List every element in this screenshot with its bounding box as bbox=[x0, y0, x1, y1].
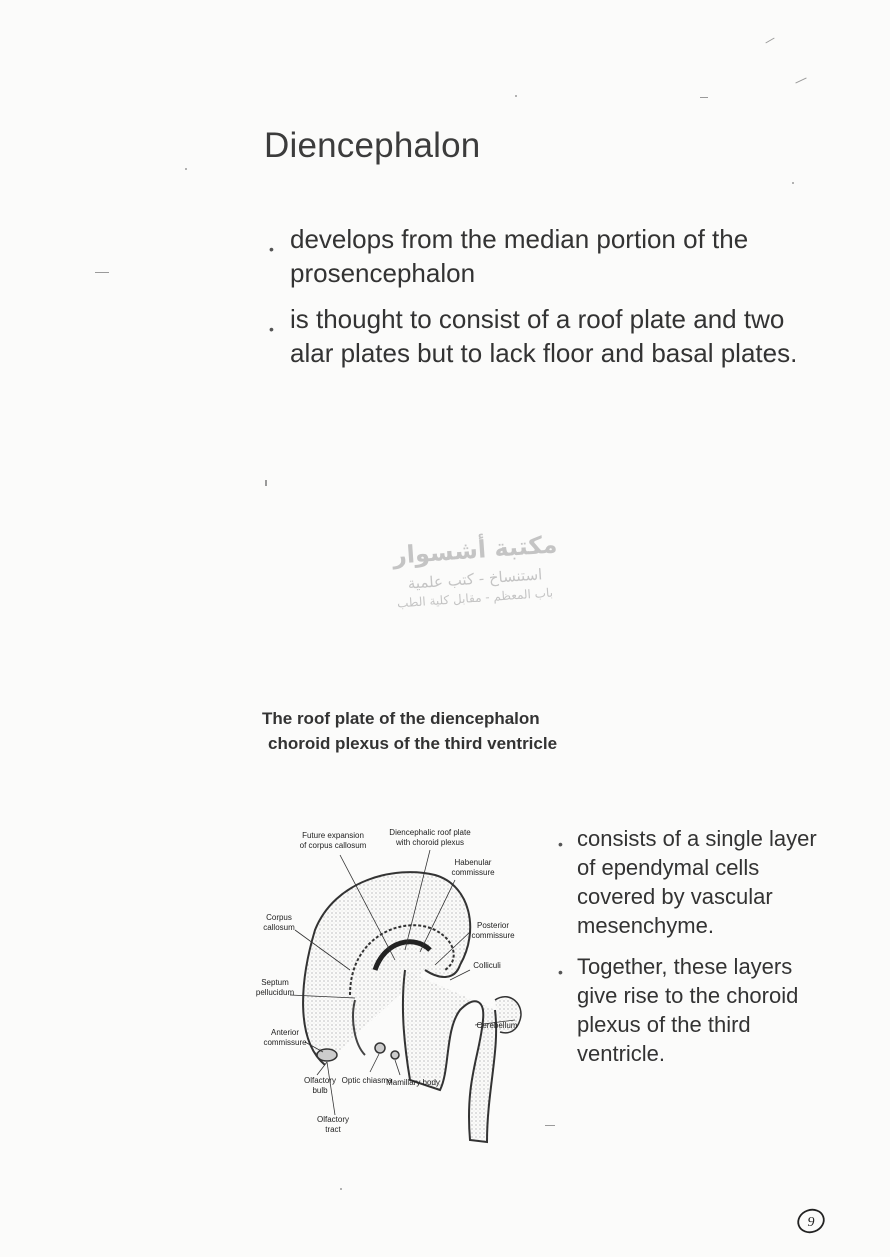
scan-speck bbox=[95, 272, 109, 273]
scan-speck bbox=[265, 480, 267, 486]
stamp-line-3: باب المعظم - مقابل كلية الطب bbox=[396, 585, 554, 611]
label-anterior-commissure: Anterior bbox=[270, 1028, 300, 1037]
label-colliculi: Colliculi bbox=[473, 961, 501, 970]
label-corpus-callosum: Corpus bbox=[266, 913, 292, 922]
stamp-line-1: مكتبة أشسوار bbox=[391, 530, 559, 570]
bullet-text: develops from the median portion of the prosencephalon bbox=[290, 224, 749, 288]
label-olfactory-tract: Olfactory bbox=[316, 1115, 350, 1124]
label-cerebellum: Cerebellum bbox=[476, 1021, 518, 1030]
leader-line bbox=[370, 1054, 379, 1072]
label-septum: pellucidum bbox=[255, 988, 295, 997]
bullet-text: consists of a single layer of ependymal cells covered by vascular mesenchyme. bbox=[577, 826, 817, 938]
leader-line bbox=[395, 1060, 400, 1075]
label-anterior-commissure: commissure bbox=[263, 1038, 307, 1047]
list-item bbox=[269, 302, 830, 370]
page-number-mark bbox=[794, 1204, 828, 1238]
label-roof-plate: with choroid plexus bbox=[395, 838, 465, 847]
page-title: Diencephalon bbox=[264, 126, 481, 165]
label-posterior-commissure: commissure bbox=[471, 931, 515, 940]
label-future-expansion: of corpus callosum bbox=[299, 841, 367, 850]
scan-speck bbox=[795, 78, 806, 84]
bullet-text: Together, these layers give rise to the choroid plexus of the third ventricle. bbox=[577, 954, 799, 1066]
intro-bullet-list bbox=[269, 222, 830, 382]
brainstem bbox=[403, 970, 496, 1142]
section-title-line-1: The roof plate of the diencephalon bbox=[262, 709, 540, 728]
bullet-icon: • bbox=[269, 241, 274, 257]
label-septum: Septum bbox=[261, 978, 289, 987]
bullet-icon: • bbox=[558, 836, 563, 852]
scan-speck bbox=[700, 97, 708, 98]
list-item bbox=[558, 824, 837, 940]
list-item bbox=[558, 952, 837, 1068]
list-item bbox=[269, 222, 830, 290]
label-posterior-commissure: Posterior bbox=[476, 921, 510, 930]
label-mamillary-body: Mamillary body bbox=[386, 1078, 440, 1087]
bullet-text: is thought to consist of a roof plate and two alar plates but to lack floor and basal plates. bbox=[290, 304, 798, 368]
leader-line bbox=[317, 1062, 327, 1075]
label-habenular: commissure bbox=[451, 868, 495, 877]
scan-speck bbox=[765, 38, 774, 44]
diencephalon-diagram bbox=[255, 820, 540, 1150]
label-olfactory-tract: tract bbox=[325, 1125, 341, 1134]
label-habenular: Habenular bbox=[454, 858, 492, 867]
scan-speck bbox=[545, 1125, 555, 1126]
section-title bbox=[262, 706, 557, 756]
label-optic-chiasma: Optic chiasma bbox=[341, 1076, 393, 1085]
scan-speck bbox=[340, 1188, 342, 1190]
section-title-line-2: choroid plexus of the third ventricle bbox=[268, 734, 558, 753]
scan-speck bbox=[185, 168, 187, 170]
leader-line bbox=[327, 1062, 335, 1115]
label-future-expansion: Future expansion bbox=[302, 831, 364, 840]
bullet-icon: • bbox=[269, 321, 274, 337]
bullet-icon: • bbox=[558, 964, 563, 980]
label-corpus-callosum: callosum bbox=[263, 923, 295, 932]
stamp-line-2: استنساخ - كتب علمية bbox=[407, 565, 543, 593]
scan-speck bbox=[515, 95, 517, 97]
library-stamp bbox=[360, 530, 590, 615]
label-olfactory-bulb: bulb bbox=[312, 1086, 328, 1095]
olfactory-bulb bbox=[317, 1049, 337, 1061]
mamillary-body bbox=[391, 1051, 399, 1059]
scan-speck bbox=[792, 182, 794, 184]
roof-plate-bullet-list bbox=[558, 824, 837, 1080]
page-number: 9 bbox=[807, 1215, 815, 1230]
label-olfactory-bulb: Olfactory bbox=[303, 1076, 337, 1085]
label-roof-plate: Diencephalic roof plate bbox=[389, 828, 471, 837]
optic-chiasma bbox=[375, 1043, 385, 1053]
